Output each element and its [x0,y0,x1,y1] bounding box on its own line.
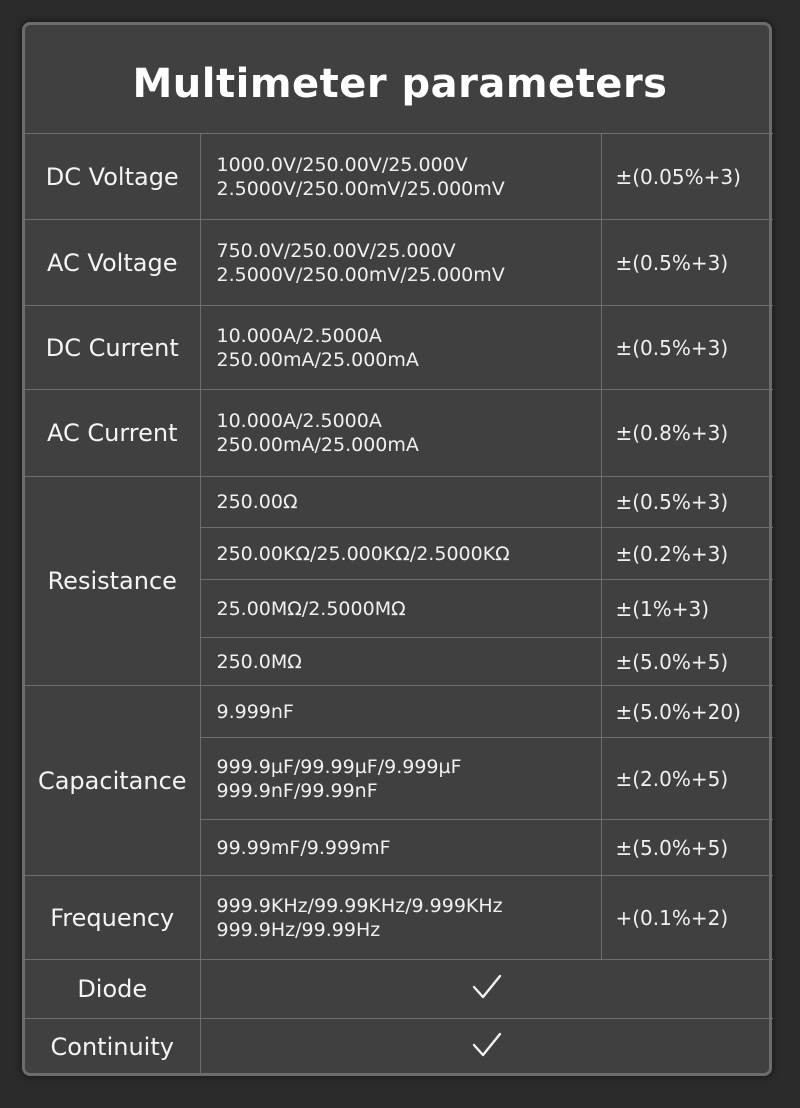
range-line: 1000.0V/250.00V/25.000V [216,153,468,176]
range-cell-resistance: 250.0MΩ [200,638,601,686]
checkmark-icon [471,973,503,1001]
accuracy-resistance: ±(5.0%+5) [601,638,773,686]
table-row-resistance [25,477,773,528]
range-line: 250.00mA/25.000mA [216,434,419,456]
range-cell-dc-voltage [200,134,601,220]
parameters-table [25,133,773,1076]
parameters-panel [22,22,772,1076]
support-cell-continuity [200,1019,773,1076]
range-line: 99.99mF/9.999mF [216,836,391,859]
accuracy-resistance: ±(0.5%+3) [601,477,773,528]
row-label-ac-voltage: AC Voltage [25,220,200,306]
accuracy-capacitance: ±(2.0%+5) [601,738,773,820]
range-line: 10.000A/2.5000A [216,324,382,347]
table-row-dc-voltage [25,134,773,220]
row-label-capacitance: Capacitance [25,686,200,876]
range-cell-resistance: 250.00Ω [200,477,601,528]
range-cell-frequency [200,876,601,960]
row-label-resistance: Resistance [25,477,200,686]
range-cell-resistance: 25.00MΩ/2.5000MΩ [200,580,601,638]
range-line: 2.5000V/250.00mV/25.000mV [216,177,505,200]
accuracy-frequency: +(0.1%+2) [601,876,773,960]
range-cell-capacitance [200,738,601,820]
table-row-frequency [25,876,773,960]
page-title: Multimeter parameters [132,61,668,107]
accuracy-resistance: ±(1%+3) [601,580,773,638]
accuracy-capacitance: ±(5.0%+20) [601,686,773,738]
table-row-ac-voltage [25,220,773,306]
accuracy-ac-voltage: ±(0.5%+3) [601,220,773,306]
range-line: 250.00mA/25.000mA [216,348,419,371]
table-row-dc-current [25,306,773,390]
range-cell-resistance: 250.00KΩ/25.000KΩ/2.5000KΩ [200,528,601,580]
table-row-diode [25,960,773,1019]
accuracy-dc-voltage: ±(0.05%+3) [601,134,773,220]
checkmark-icon [471,1031,503,1059]
row-label-diode: Diode [25,960,200,1019]
table-row-continuity [25,1019,773,1076]
accuracy-ac-current: ±(0.8%+3) [601,390,773,477]
row-label-dc-current: DC Current [25,306,200,390]
range-cell-ac-voltage [200,220,601,306]
range-cell-ac-current [200,390,601,477]
row-label-ac-current: AC Current [25,390,200,477]
support-cell-diode [200,960,773,1019]
accuracy-resistance: ±(0.2%+3) [601,528,773,580]
range-line: 999.9KHz/99.99KHz/9.999KHz [216,894,503,917]
range-line: 10.000A/2.5000A [216,410,382,432]
range-line: 750.0V/250.00V/25.000V [216,239,456,262]
row-label-frequency: Frequency [25,876,200,960]
range-line: 9.999nF [216,700,294,723]
range-line: 2.5000V/250.00mV/25.000mV [216,263,505,286]
table-row-capacitance [25,686,773,738]
range-cell-capacitance [200,686,601,738]
range-cell-capacitance [200,820,601,876]
accuracy-dc-current: ±(0.5%+3) [601,306,773,390]
range-line: 999.9nF/99.99nF [216,779,378,802]
range-line: 999.9Hz/99.99Hz [216,918,381,941]
row-label-continuity: Continuity [25,1019,200,1076]
range-cell-dc-current [200,306,601,390]
row-label-dc-voltage: DC Voltage [25,134,200,220]
accuracy-capacitance: ±(5.0%+5) [601,820,773,876]
table-row-ac-current [25,390,773,477]
range-line: 999.9µF/99.99µF/9.999µF [216,755,462,778]
